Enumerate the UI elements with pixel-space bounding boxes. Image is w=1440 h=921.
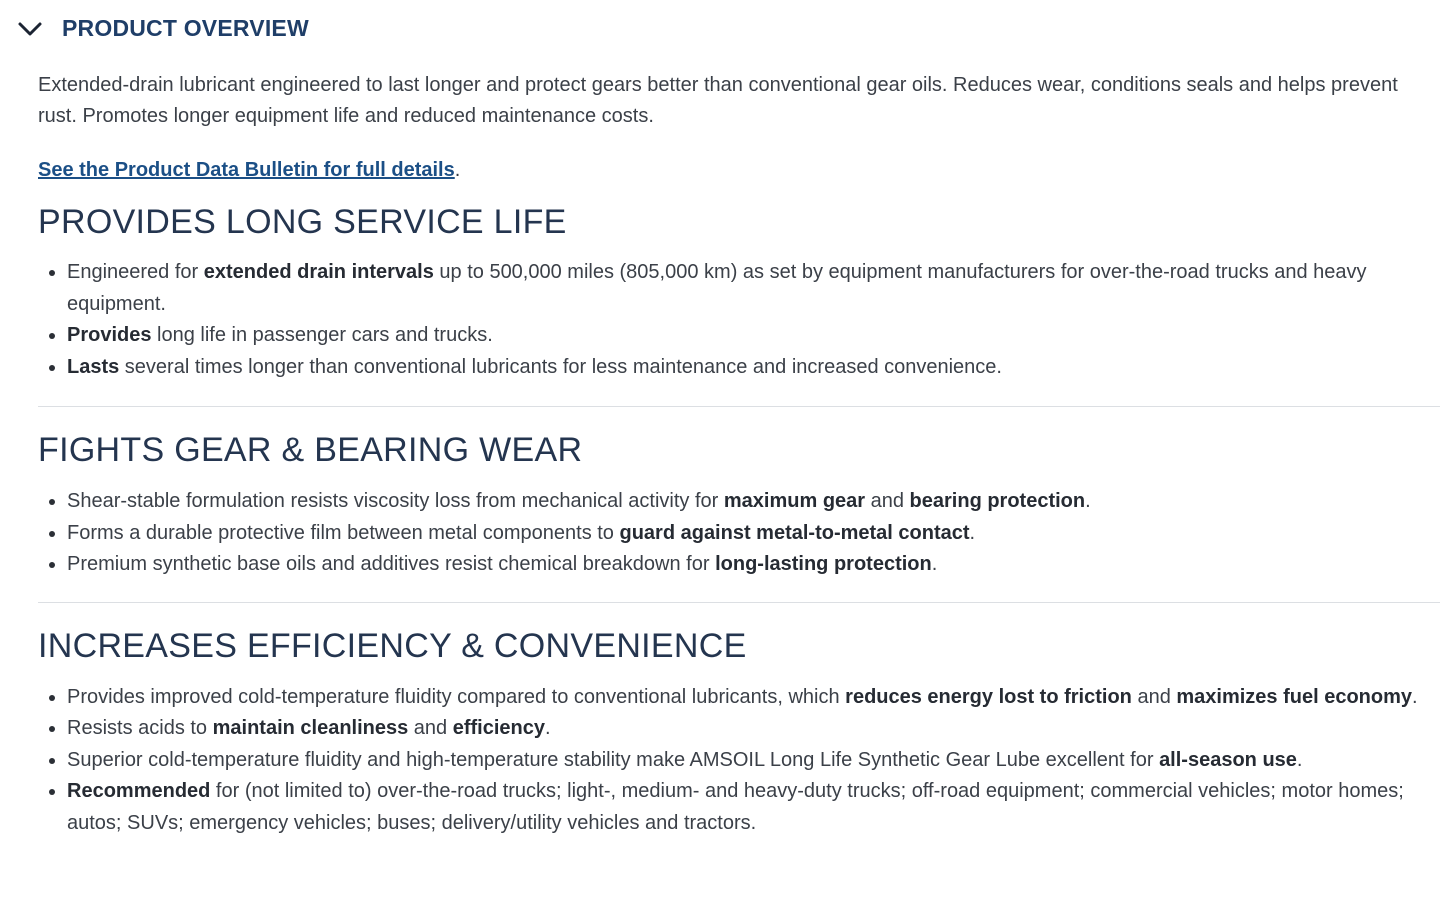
bold-text: Provides bbox=[67, 324, 152, 346]
text-run: . bbox=[931, 553, 938, 575]
product-overview-toggle[interactable] bbox=[17, 10, 309, 46]
chevron-down-icon[interactable] bbox=[17, 15, 43, 41]
list-item bbox=[67, 682, 1438, 714]
accordion-title: PRODUCT OVERVIEW bbox=[62, 14, 309, 41]
list-item bbox=[67, 713, 1438, 745]
text-run: long life in passenger cars and trucks. bbox=[151, 324, 493, 346]
product-overview-content bbox=[38, 70, 1438, 839]
bullet-list-gear-bearing-wear bbox=[38, 486, 1438, 581]
text-run: Engineered for bbox=[67, 261, 204, 283]
bold-text: maximizes fuel economy bbox=[1176, 685, 1413, 708]
product-data-bulletin-link[interactable]: See the Product Data Bulletin for full details bbox=[38, 159, 455, 181]
text-run: Provides improved cold-temperature fluidity compared to conventional lubricants, which bbox=[67, 685, 846, 708]
bold-text: all-season use bbox=[1159, 748, 1297, 771]
section-divider bbox=[38, 406, 1440, 407]
pdb-trailing-period: . bbox=[454, 159, 461, 181]
text-run: Forms a durable protective film between metal components to bbox=[67, 521, 620, 544]
section-title-long-service-life: PROVIDES LONG SERVICE LIFE bbox=[38, 203, 567, 241]
bold-text: long-lasting protection bbox=[715, 553, 932, 575]
text-run: and bbox=[1131, 685, 1177, 708]
text-run: Shear-stable formulation resists viscosity loss from mechanical activity for bbox=[67, 490, 724, 512]
list-item bbox=[67, 776, 1438, 839]
text-run: for (not limited to) over-the-road trucks; light-, medium- and heavy-duty trucks; off-road equipment; commercial vehicles; motor homes; autos; SUVs; emergency vehicles; buses; delivery/utility vehicles and tractors. bbox=[67, 780, 1404, 834]
pdb-line bbox=[38, 155, 1438, 186]
bold-text: reduces energy lost to friction bbox=[845, 685, 1132, 708]
list-item bbox=[67, 745, 1438, 777]
section-title-gear-bearing-wear: FIGHTS GEAR & BEARING WEAR bbox=[38, 431, 583, 469]
text-run: several times longer than conventional lubricants for less maintenance and increased convenience. bbox=[119, 355, 1002, 378]
section-divider bbox=[38, 602, 1440, 603]
bullet-list-long-service-life bbox=[38, 257, 1438, 383]
list-item bbox=[67, 352, 1438, 384]
text-run: . bbox=[969, 521, 976, 544]
bold-text: Recommended bbox=[67, 780, 211, 802]
bold-text: bearing protection bbox=[909, 490, 1086, 512]
bold-text: maximum gear bbox=[723, 490, 866, 512]
text-run: Premium synthetic base oils and additives resist chemical breakdown for bbox=[67, 553, 716, 575]
text-run: Resists acids to bbox=[67, 717, 213, 739]
section-title-efficiency-convenience: INCREASES EFFICIENCY & CONVENIENCE bbox=[38, 626, 747, 665]
list-item bbox=[67, 257, 1438, 320]
text-run: up to 500,000 miles (805,000 km) as set by equipment manufacturers for over-the-road trucks and heavy equipment. bbox=[67, 261, 1367, 315]
list-item bbox=[67, 486, 1438, 518]
bold-text: guard against metal-to-metal contact bbox=[619, 521, 970, 544]
text-run: . bbox=[1085, 490, 1091, 512]
bullet-list-efficiency-convenience bbox=[38, 682, 1438, 840]
text-run: and bbox=[865, 490, 910, 512]
text-run: Superior cold-temperature fluidity and high-temperature stability make AMSOIL Long Life Synthetic Gear Lube excellent for bbox=[67, 748, 1160, 771]
text-run: . bbox=[545, 717, 551, 739]
text-run: and bbox=[408, 717, 453, 739]
text-run: . bbox=[1296, 748, 1303, 771]
list-item bbox=[67, 320, 1438, 352]
list-item bbox=[67, 549, 1438, 581]
bold-text: extended drain intervals bbox=[203, 261, 434, 283]
intro-paragraph: Extended-drain lubricant engineered to last longer and protect gears better than conventional gear oils. Reduces wear, conditions seals and helps prevent rust. Promotes longer equipment life and reduced maintenance costs. bbox=[38, 74, 1398, 127]
text-run: . bbox=[1412, 685, 1418, 708]
bold-text: Lasts bbox=[67, 355, 120, 378]
list-item bbox=[67, 518, 1438, 550]
bold-text: efficiency bbox=[452, 717, 545, 739]
bold-text: maintain cleanliness bbox=[212, 717, 409, 739]
